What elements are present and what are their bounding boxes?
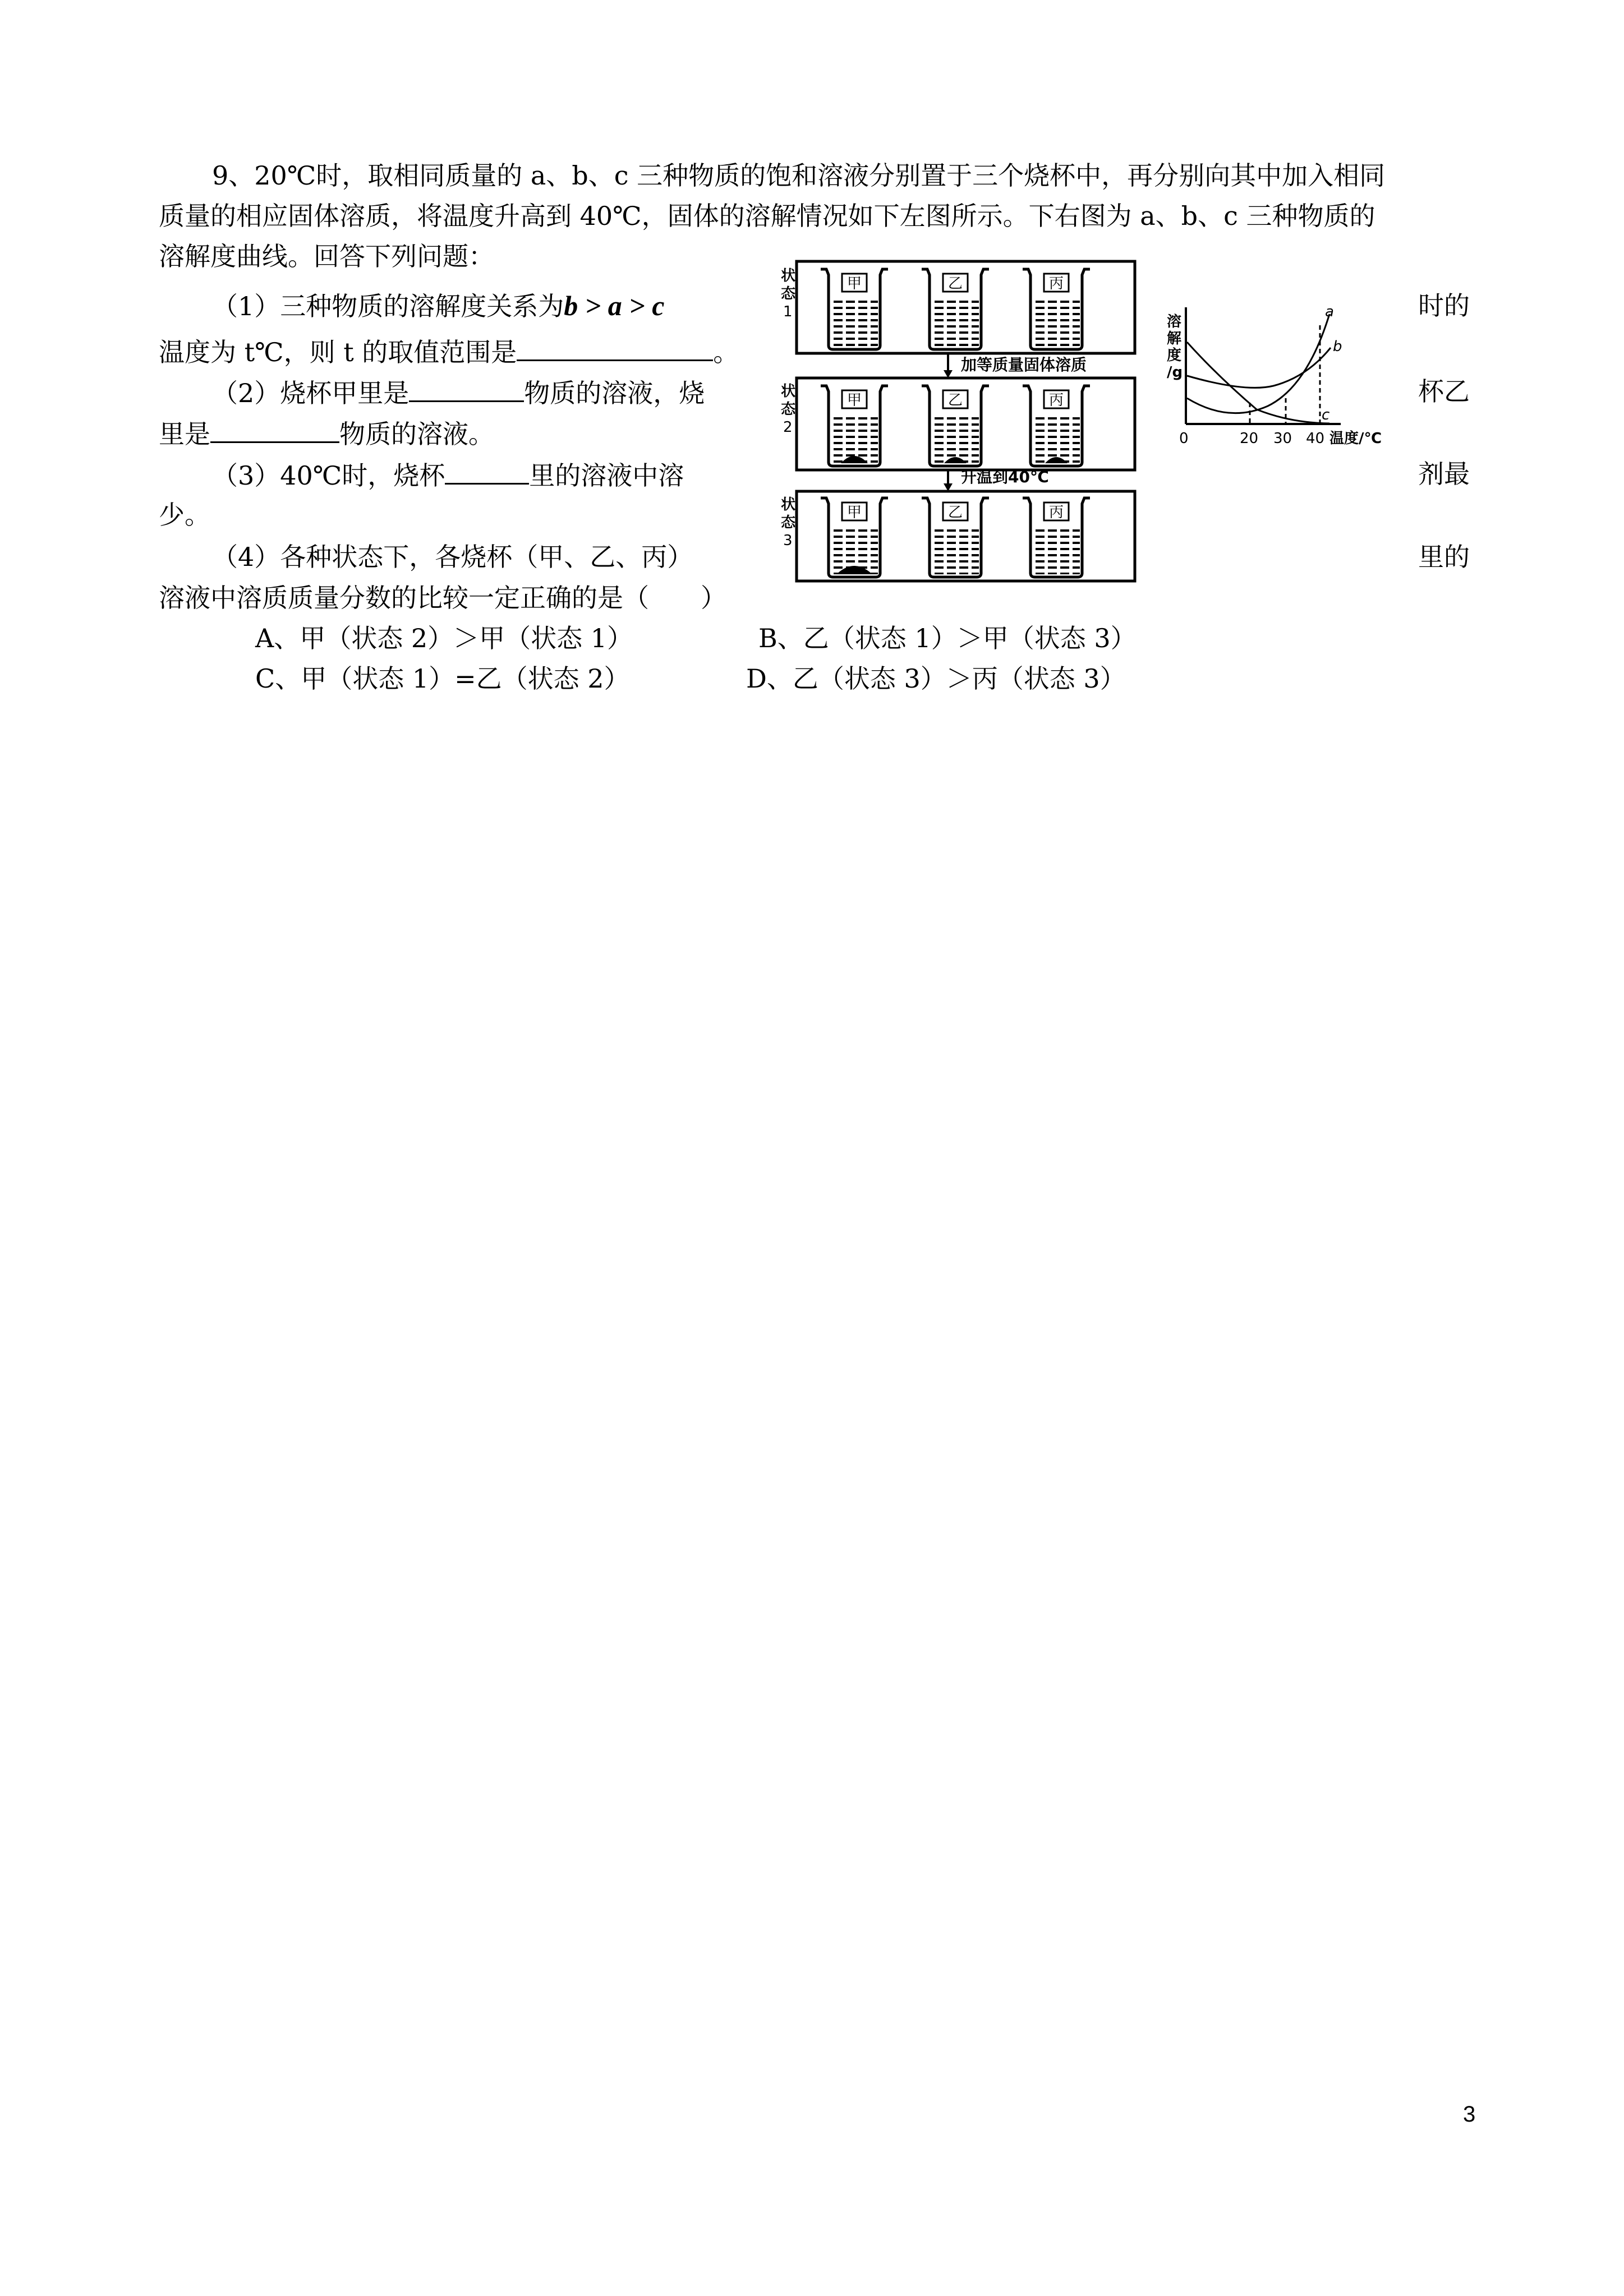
beaker-jia-state3	[821, 498, 888, 577]
q4-line-1: （4）各种状态下，各烧杯（甲、乙、丙）	[212, 542, 693, 572]
page-number: 3	[1463, 2102, 1476, 2127]
svg-text:丙: 丙	[1048, 504, 1064, 521]
svg-text:丙: 丙	[1048, 275, 1064, 292]
q3-line-2: 少。	[159, 500, 210, 530]
option-b[interactable]: B、乙（状态 1）＞甲（状态 3）	[758, 623, 1137, 653]
beaker-yi-state1	[922, 269, 989, 349]
beaker-bing-state2	[1023, 386, 1090, 466]
svg-text:态: 态	[781, 514, 796, 531]
svg-text:状: 状	[781, 383, 796, 400]
q2-blank-1[interactable]	[409, 375, 524, 402]
question-line-2: 质量的相应固体溶质，将温度升高到 40℃，固体的溶解情况如下左图所示。下右图为 a、b、c 三种物质的	[159, 201, 1375, 231]
svg-text:甲: 甲	[846, 275, 862, 292]
q1-relation: b > a > c	[564, 290, 665, 321]
q1-line-2: 温度为 t℃，则 t 的取值范围是 。	[159, 334, 739, 369]
svg-text:乙: 乙	[947, 392, 963, 409]
y-label-char-2: 解	[1167, 330, 1182, 347]
svg-text:状: 状	[781, 496, 796, 513]
x-tick-20: 20	[1240, 430, 1259, 447]
q1-line-1: （1）三种物质的溶解度关系为b > a > c	[212, 290, 665, 321]
svg-text:乙: 乙	[947, 504, 963, 521]
state-1-panel	[781, 261, 1135, 353]
step-1-label: 加等质量固体溶质	[961, 356, 1087, 374]
beaker-jia-state1	[821, 269, 888, 349]
svg-text:2: 2	[783, 419, 793, 436]
svg-text:态: 态	[781, 285, 796, 302]
svg-text:丙: 丙	[1048, 392, 1064, 409]
y-label-char-4: /g	[1167, 364, 1183, 381]
question-line-3: 溶解度曲线。回答下列问题：	[159, 241, 494, 271]
q4-right-text: 里的	[1418, 542, 1470, 572]
beaker-states-figure	[767, 258, 1160, 583]
option-c[interactable]: C、甲（状态 1）=乙（状态 2）	[255, 663, 630, 694]
q2-blank-2[interactable]	[210, 416, 339, 443]
beaker-bing-state1	[1023, 269, 1090, 349]
y-label-char-1: 溶	[1167, 313, 1182, 330]
question-line-1: 9、20℃时，取相同质量的 a、b、c 三种物质的饱和溶液分别置于三个烧杯中，再分别向其中加入相同	[212, 160, 1386, 191]
series-label-c: c	[1322, 407, 1330, 423]
q2-line-2: 里是 物质的溶液。	[159, 416, 494, 451]
beaker-yi-state3	[922, 498, 989, 577]
q1-right-text: 时的	[1418, 291, 1470, 321]
svg-text:3: 3	[783, 532, 793, 549]
svg-text:1: 1	[783, 303, 793, 320]
svg-text:状: 状	[781, 268, 796, 284]
q4-line-2: 溶液中溶质质量分数的比较一定正确的是（ ）	[159, 583, 726, 613]
series-label-a: a	[1325, 303, 1334, 320]
series-label-b: b	[1333, 338, 1342, 355]
svg-text:乙: 乙	[947, 275, 963, 292]
beaker-jia-state2	[821, 386, 888, 466]
x-tick-40: 40	[1306, 430, 1325, 447]
q2-line-1: （2）烧杯甲里是 物质的溶液，烧	[212, 375, 705, 410]
y-label-char-3: 度	[1167, 347, 1182, 364]
q1-answer-blank[interactable]	[517, 334, 713, 361]
svg-text:甲: 甲	[846, 392, 862, 409]
x-axis-label: 温度/℃	[1329, 430, 1382, 447]
x-tick-30: 30	[1273, 430, 1292, 447]
svg-text:甲: 甲	[846, 504, 862, 521]
beaker-yi-state2	[922, 386, 989, 466]
solubility-chart	[1161, 303, 1402, 454]
q3-blank[interactable]	[445, 457, 529, 485]
q2-right-text: 杯乙	[1418, 376, 1470, 407]
svg-text:态: 态	[781, 401, 796, 418]
step-2-label: 升温到40℃	[961, 468, 1049, 486]
curve-b	[1187, 348, 1331, 388]
option-d[interactable]: D、乙（状态 3）＞丙（状态 3）	[746, 663, 1126, 694]
state-3-panel	[781, 491, 1135, 581]
beaker-bing-state3	[1023, 498, 1090, 577]
q3-line-1: （3）40℃时，烧杯 里的溶液中溶	[212, 457, 684, 492]
q3-right-text: 剂最	[1418, 459, 1470, 489]
option-a[interactable]: A、甲（状态 2）＞甲（状态 1）	[255, 623, 633, 653]
curve-c	[1187, 342, 1329, 423]
state-2-panel	[781, 378, 1135, 470]
x-tick-0: 0	[1179, 430, 1189, 447]
